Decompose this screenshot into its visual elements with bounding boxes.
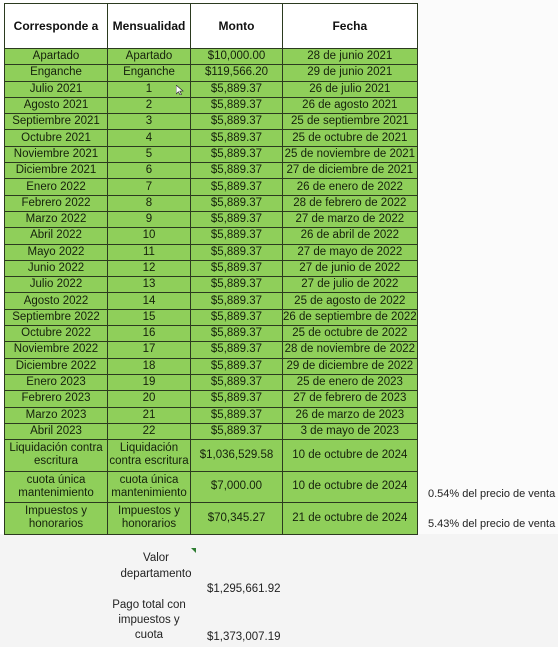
monto-cell[interactable]: $5,889.37 [191, 211, 283, 227]
table-row [5, 277, 418, 293]
mensualidad-cell[interactable]: 5 [108, 146, 191, 162]
corresponde-a-cell[interactable]: Marzo 2022 [5, 211, 108, 227]
taxes-percent-note[interactable]: 5.43% del precio de venta [428, 518, 556, 530]
monto-cell[interactable]: $5,889.37 [191, 326, 283, 342]
mensualidad-cell[interactable]: 6 [108, 163, 191, 179]
corresponde-a-cell[interactable]: Diciembre 2021 [5, 163, 108, 179]
fecha-cell[interactable]: 26 de septiembre de 2022 [283, 309, 418, 325]
monto-cell[interactable]: $7,000.00 [191, 471, 283, 503]
corresponde-a-cell[interactable]: Enero 2022 [5, 179, 108, 195]
table-row [5, 163, 418, 179]
mensualidad-cell[interactable]: 2 [108, 97, 191, 113]
valor-departamento-value[interactable]: $1,295,661.92 [207, 583, 281, 595]
mensualidad-cell[interactable]: 8 [108, 195, 191, 211]
fecha-cell[interactable]: 28 de noviembre de 2022 [283, 342, 418, 358]
monto-cell[interactable]: $5,889.37 [191, 114, 283, 130]
fecha-cell[interactable]: 28 de junio 2021 [283, 49, 418, 65]
mensualidad-cell[interactable]: 14 [108, 293, 191, 309]
mensualidad-cell[interactable]: 7 [108, 179, 191, 195]
mensualidad-cell[interactable]: Liquidación contra escritura [108, 440, 191, 472]
corresponde-a-cell[interactable]: Agosto 2022 [5, 293, 108, 309]
mensualidad-cell[interactable]: 15 [108, 309, 191, 325]
corresponde-a-cell[interactable]: cuota única mantenimiento [5, 471, 108, 503]
mensualidad-cell[interactable]: Enganche [108, 65, 191, 81]
monto-cell[interactable]: $70,345.27 [191, 503, 283, 535]
fecha-cell[interactable]: 26 de julio 2021 [283, 81, 418, 97]
corresponde-a-cell[interactable]: Agosto 2021 [5, 97, 108, 113]
corresponde-a-cell[interactable]: Apartado [5, 49, 108, 65]
corresponde-a-cell[interactable]: Octubre 2022 [5, 326, 108, 342]
mensualidad-cell[interactable]: 9 [108, 211, 191, 227]
corresponde-a-cell[interactable]: Liquidación contra escritura [5, 440, 108, 472]
mensualidad-cell[interactable]: 16 [108, 326, 191, 342]
corresponde-a-cell[interactable]: Septiembre 2022 [5, 309, 108, 325]
table-row [5, 81, 418, 97]
table-row [5, 260, 418, 276]
fecha-cell[interactable]: 29 de junio 2021 [283, 65, 418, 81]
header-monto[interactable]: Monto [191, 4, 283, 49]
table-row [5, 179, 418, 195]
monto-cell[interactable]: $5,889.37 [191, 391, 283, 407]
monto-cell[interactable]: $5,889.37 [191, 293, 283, 309]
table-row [5, 49, 418, 65]
monto-cell[interactable]: $1,036,529.58 [191, 440, 283, 472]
table-row [5, 97, 418, 113]
fecha-cell[interactable]: 21 de octubre de 2024 [283, 503, 418, 535]
table-row [5, 407, 418, 423]
mensualidad-cell[interactable]: 22 [108, 423, 191, 439]
fecha-cell[interactable]: 27 de diciembre de 2021 [283, 163, 418, 179]
valor-departamento-label[interactable]: Valor departamento [120, 552, 192, 580]
mensualidad-cell[interactable]: 21 [108, 407, 191, 423]
mensualidad-cell[interactable]: cuota única mantenimiento [108, 471, 191, 503]
mensualidad-cell[interactable]: Apartado [108, 49, 191, 65]
mensualidad-cell[interactable]: 18 [108, 358, 191, 374]
fecha-cell[interactable]: 26 de abril de 2022 [283, 228, 418, 244]
monto-cell[interactable]: $5,889.37 [191, 179, 283, 195]
header-fecha[interactable]: Fecha [283, 4, 418, 49]
table-row [5, 374, 418, 390]
empty-columns-area [412, 0, 558, 534]
payment-schedule-table [4, 3, 418, 535]
corresponde-a-cell[interactable]: Junio 2022 [5, 260, 108, 276]
pago-total-label[interactable]: Pago total con impuestos y cuota [112, 599, 186, 641]
fecha-cell[interactable]: 29 de diciembre de 2022 [283, 358, 418, 374]
table-row [5, 342, 418, 358]
corresponde-a-cell[interactable]: Abril 2022 [5, 228, 108, 244]
fecha-cell[interactable]: 3 de mayo de 2023 [283, 423, 418, 439]
mensualidad-cell[interactable]: 11 [108, 244, 191, 260]
header-corresponde-a[interactable]: Corresponde a [5, 4, 108, 49]
mensualidad-cell[interactable]: 19 [108, 374, 191, 390]
monto-cell[interactable]: $5,889.37 [191, 358, 283, 374]
header-mensualidad[interactable]: Mensualidad [108, 4, 191, 49]
fecha-cell[interactable]: 27 de junio de 2022 [283, 260, 418, 276]
table-row [5, 130, 418, 146]
table-row [5, 211, 418, 227]
fecha-cell[interactable]: 28 de febrero de 2022 [283, 195, 418, 211]
monto-cell[interactable]: $5,889.37 [191, 163, 283, 179]
mensualidad-cell[interactable]: 17 [108, 342, 191, 358]
fecha-cell[interactable]: 10 de octubre de 2024 [283, 440, 418, 472]
fecha-cell[interactable]: 25 de octubre de 2021 [283, 130, 418, 146]
mensualidad-cell[interactable]: 20 [108, 391, 191, 407]
fecha-cell[interactable]: 25 de octubre de 2022 [283, 326, 418, 342]
monto-cell[interactable]: $5,889.37 [191, 407, 283, 423]
table-row [5, 65, 418, 81]
fecha-cell[interactable]: 26 de enero de 2022 [283, 179, 418, 195]
monto-cell[interactable]: $5,889.37 [191, 81, 283, 97]
monto-cell[interactable]: $5,889.37 [191, 309, 283, 325]
table-row [5, 146, 418, 162]
mensualidad-cell[interactable]: 1 [108, 81, 191, 97]
fecha-cell[interactable]: 10 de octubre de 2024 [283, 471, 418, 503]
corresponde-a-cell[interactable]: Diciembre 2022 [5, 358, 108, 374]
table-row [5, 228, 418, 244]
corresponde-a-cell[interactable]: Impuestos y honorarios [5, 503, 108, 535]
mensualidad-cell[interactable]: Impuestos y honorarios [108, 503, 191, 535]
monto-cell[interactable]: $5,889.37 [191, 130, 283, 146]
table-row [5, 471, 418, 503]
corresponde-a-cell[interactable]: Abril 2023 [5, 423, 108, 439]
fecha-cell[interactable]: 27 de febrero de 2023 [283, 391, 418, 407]
monto-cell[interactable]: $5,889.37 [191, 228, 283, 244]
mensualidad-cell[interactable]: 12 [108, 260, 191, 276]
monto-cell[interactable]: $5,889.37 [191, 97, 283, 113]
fecha-cell[interactable]: 27 de julio de 2022 [283, 277, 418, 293]
corresponde-a-cell[interactable]: Septiembre 2021 [5, 114, 108, 130]
table-row [5, 293, 418, 309]
fecha-cell[interactable]: 25 de noviembre de 2021 [283, 146, 418, 162]
corresponde-a-cell[interactable]: Enganche [5, 65, 108, 81]
corresponde-a-cell[interactable]: Octubre 2021 [5, 130, 108, 146]
monto-cell[interactable]: $119,566.20 [191, 65, 283, 81]
corresponde-a-cell[interactable]: Noviembre 2022 [5, 342, 108, 358]
table-row [5, 309, 418, 325]
monto-cell[interactable]: $5,889.37 [191, 277, 283, 293]
fecha-cell[interactable]: 27 de marzo de 2022 [283, 211, 418, 227]
table-row [5, 391, 418, 407]
maintenance-percent-note[interactable]: 0.54% del precio de venta [428, 488, 556, 500]
mensualidad-cell[interactable]: 4 [108, 130, 191, 146]
monto-cell[interactable]: $5,889.37 [191, 146, 283, 162]
corresponde-a-cell[interactable]: Mayo 2022 [5, 244, 108, 260]
fecha-cell[interactable]: 25 de septiembre 2021 [283, 114, 418, 130]
fecha-cell[interactable]: 25 de enero de 2023 [283, 374, 418, 390]
monto-cell[interactable]: $10,000.00 [191, 49, 283, 65]
mensualidad-cell[interactable]: 10 [108, 228, 191, 244]
pago-total-value[interactable]: $1,373,007.19 [207, 631, 281, 643]
mensualidad-cell[interactable]: 13 [108, 277, 191, 293]
header-row [5, 4, 418, 49]
monto-cell[interactable]: $5,889.37 [191, 260, 283, 276]
fecha-cell[interactable]: 26 de marzo de 2023 [283, 407, 418, 423]
mensualidad-cell[interactable]: 3 [108, 114, 191, 130]
fecha-cell[interactable]: 25 de agosto de 2022 [283, 293, 418, 309]
fecha-cell[interactable]: 26 de agosto 2021 [283, 97, 418, 113]
corresponde-a-cell[interactable]: Febrero 2023 [5, 391, 108, 407]
monto-cell[interactable]: $5,889.37 [191, 423, 283, 439]
table-row [5, 503, 418, 535]
table-row [5, 195, 418, 211]
monto-cell[interactable]: $5,889.37 [191, 374, 283, 390]
monto-cell[interactable]: $5,889.37 [191, 244, 283, 260]
corresponde-a-cell[interactable]: Febrero 2022 [5, 195, 108, 211]
corresponde-a-cell[interactable]: Enero 2023 [5, 374, 108, 390]
mouse-cursor-icon [176, 85, 184, 95]
corresponde-a-cell[interactable]: Marzo 2023 [5, 407, 108, 423]
monto-cell[interactable]: $5,889.37 [191, 342, 283, 358]
monto-cell[interactable]: $5,889.37 [191, 195, 283, 211]
table-row [5, 423, 418, 439]
fecha-cell[interactable]: 27 de mayo de 2022 [283, 244, 418, 260]
corresponde-a-cell[interactable]: Julio 2022 [5, 277, 108, 293]
corresponde-a-cell[interactable]: Noviembre 2021 [5, 146, 108, 162]
table-row [5, 440, 418, 472]
corresponde-a-cell[interactable]: Julio 2021 [5, 81, 108, 97]
table-row [5, 244, 418, 260]
table-row [5, 358, 418, 374]
table-row [5, 326, 418, 342]
table-row [5, 114, 418, 130]
